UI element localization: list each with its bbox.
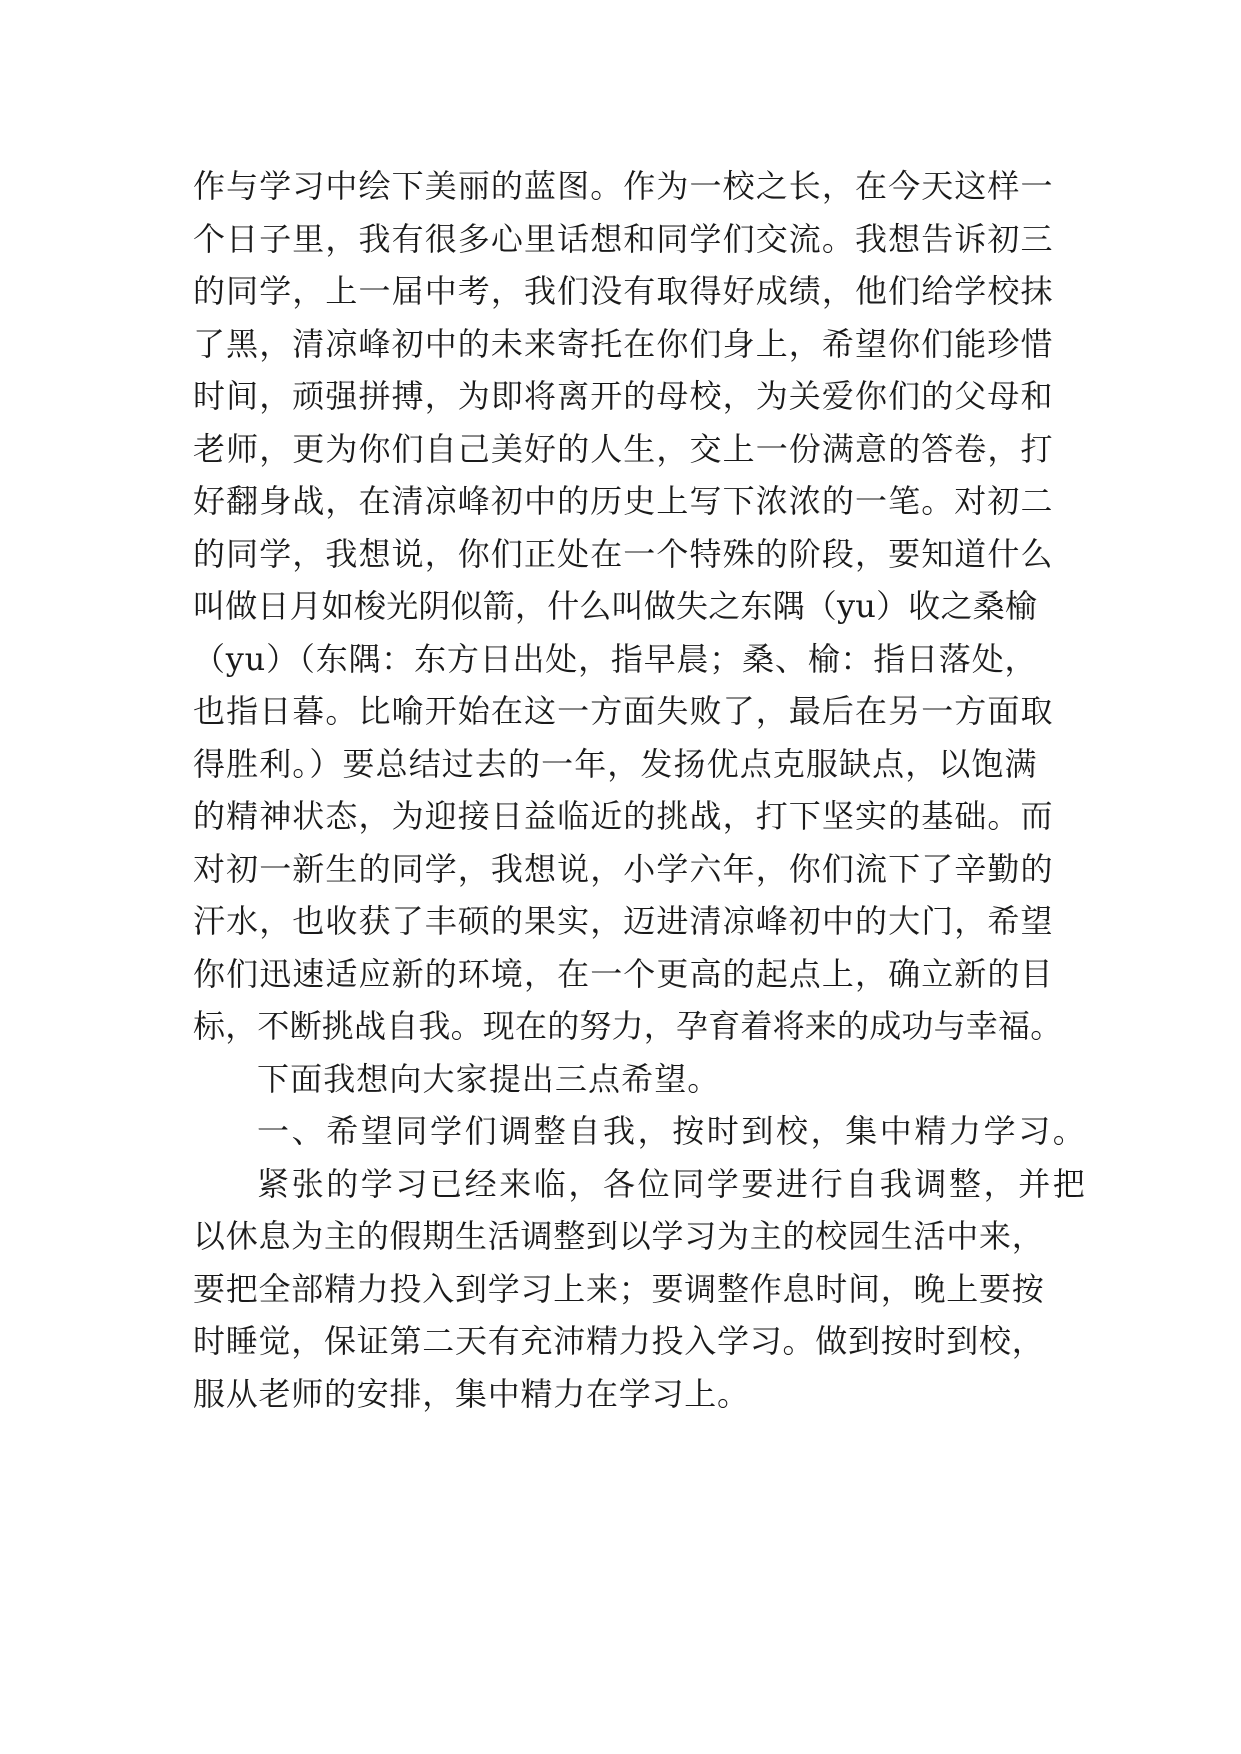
- text-line: 下面我想向大家提出三点希望。: [257, 1059, 721, 1098]
- text-line: 时睡觉，保证第二天有充沛精力投入学习。做到按时到校，: [193, 1322, 1045, 1360]
- text-line: 对初一新生的同学，我想说，小学六年，你们流下了辛勤的: [193, 849, 1054, 888]
- text-line: 了黑，清凉峰初中的未来寄托在你们身上，希望你们能珍惜: [193, 324, 1054, 363]
- text-line: 服从老师的安排，集中精力在学习上。: [193, 1374, 750, 1413]
- text-line: （yu）（东隅：东方日出处，指早晨；桑、榆：指日落处，: [193, 639, 1038, 678]
- text-line: 要把全部精力投入到学习上来；要调整作息时间，晚上要按: [193, 1269, 1045, 1308]
- text-line: 紧张的学习已经来临，各位同学要进行自我调整，并把: [257, 1164, 1088, 1203]
- text-line: 你们迅速适应新的环境，在一个更高的起点上，确立新的目: [193, 954, 1054, 993]
- body-text: [193, 160, 1088, 1420]
- text-line: 标，不断挑战自我。现在的努力，孕育着将来的成功与幸福。: [193, 1007, 1063, 1045]
- text-line: 叫做日月如梭光阴似箭，什么叫做失之东隅（yu）收之桑榆: [193, 587, 1038, 625]
- text-line: 汗水，也收获了丰硕的果实，迈进清凉峰初中的大门，希望: [193, 902, 1054, 940]
- text-line: 一、希望同学们调整自我，按时到校，集中精力学习。: [257, 1112, 1088, 1150]
- text-line: 的同学，我想说，你们正处在一个特殊的阶段，要知道什么: [193, 534, 1054, 573]
- text-line: 以休息为主的假期生活调整到以学习为主的校园生活中来，: [193, 1217, 1045, 1255]
- text-line: 作与学习中绘下美丽的蓝图。作为一校之长，在今天这样一: [193, 167, 1054, 205]
- text-line: 个日子里，我有很多心里话想和同学们交流。我想告诉初三: [193, 219, 1054, 258]
- text-line: 也指日暮。比喻开始在这一方面失败了，最后在另一方面取: [193, 692, 1054, 730]
- text-line: 时间，顽强拼搏，为即将离开的母校，为关爱你们的父母和: [193, 377, 1054, 415]
- text-line: 好翻身战，在清凉峰初中的历史上写下浓浓的一笔。对初二: [193, 482, 1054, 520]
- text-line: 老师，更为你们自己美好的人生，交上一份满意的答卷，打: [193, 429, 1054, 468]
- text-line: 得胜利。）要总结过去的一年，发扬优点克服缺点，以饱满: [193, 744, 1038, 783]
- text-line: 的同学，上一届中考，我们没有取得好成绩，他们给学校抹: [193, 272, 1054, 310]
- text-line: 的精神状态，为迎接日益临近的挑战，打下坚实的基础。而: [193, 797, 1054, 835]
